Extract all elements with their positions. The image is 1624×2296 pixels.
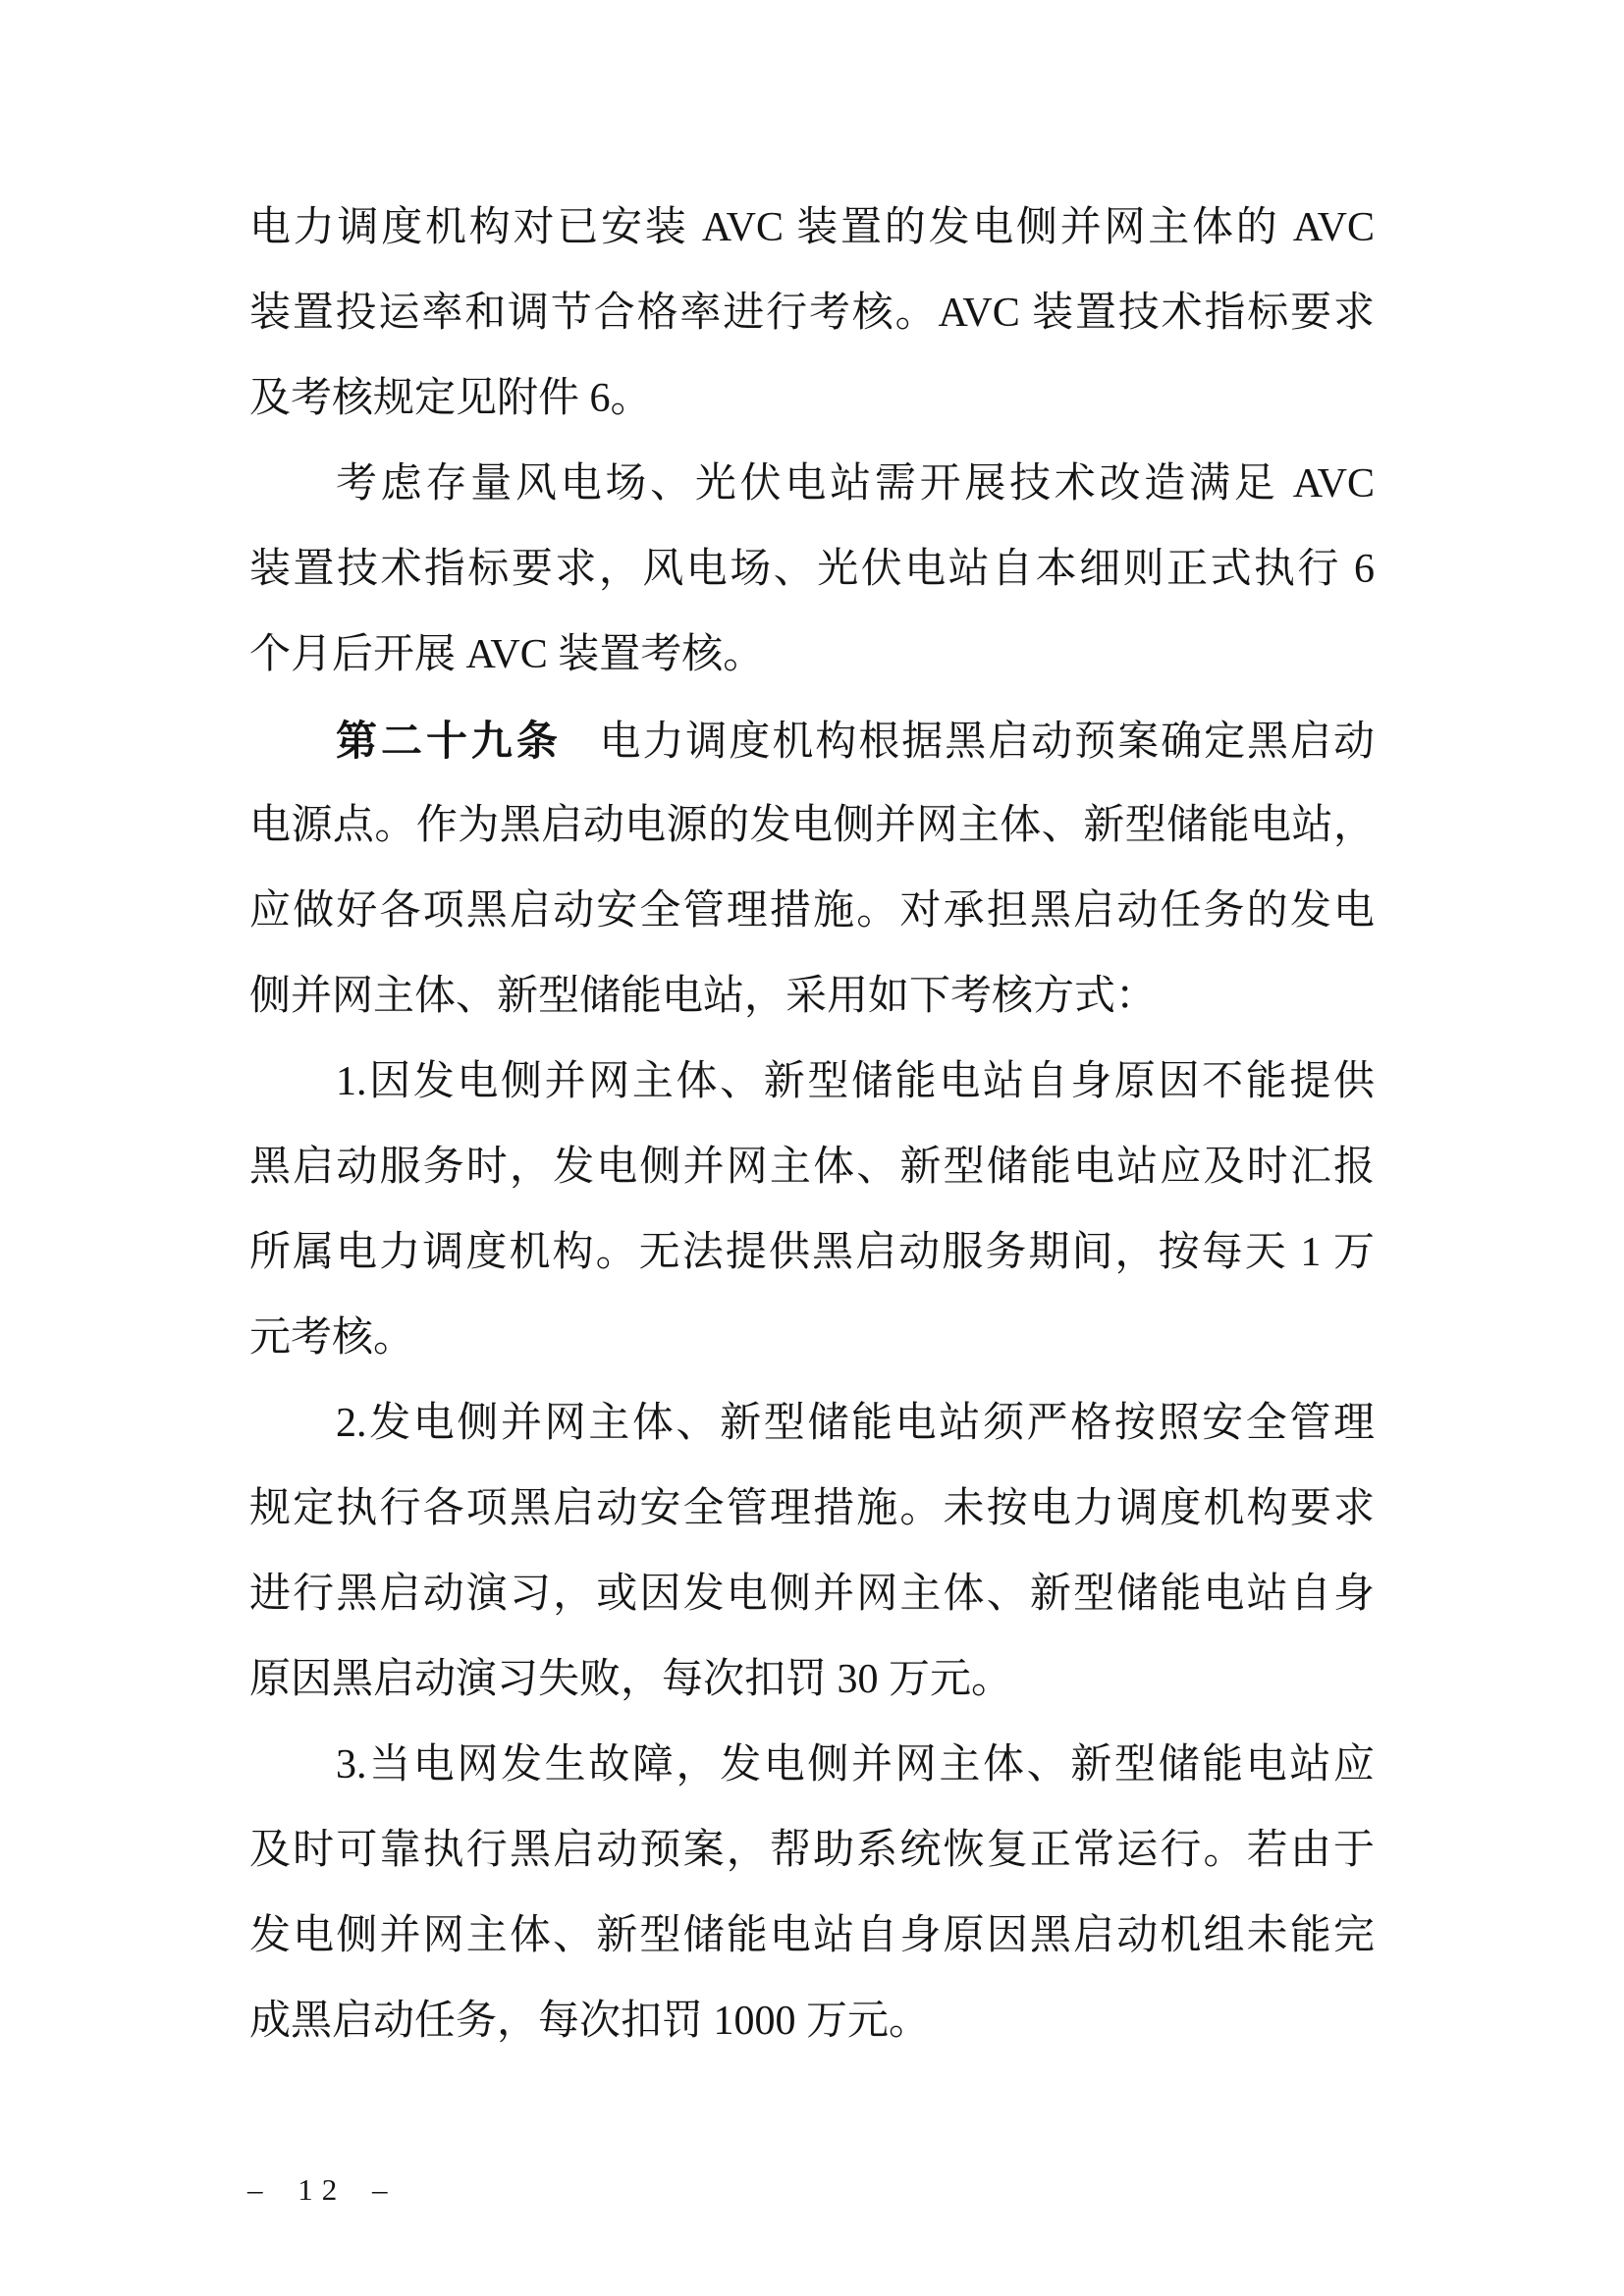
paragraph bbox=[249, 1723, 1375, 2064]
text-line: 及时可靠执行黑启动预案，帮助系统恢复正常运行。若由于 bbox=[249, 1828, 1375, 1873]
page-number: – 12 – bbox=[247, 2172, 397, 2207]
text-line: 电源点。作为黑启动电源的发电侧并网主体、新型储能电站， bbox=[249, 803, 1375, 848]
text-line: 2.发电侧并网主体、新型储能电站须严格按照安全管理 bbox=[336, 1401, 1375, 1446]
text-line: 应做好各项黑启动安全管理措施。对承担黑启动任务的发电 bbox=[249, 888, 1375, 934]
text-line: 元考核。 bbox=[249, 1315, 415, 1361]
text-line: 1.因发电侧并网主体、新型储能电站自身原因不能提供 bbox=[336, 1059, 1375, 1104]
text-line: 进行黑启动演习，或因发电侧并网主体、新型储能电站自身 bbox=[249, 1572, 1375, 1617]
text-line: 及考核规定见附件 6。 bbox=[249, 376, 652, 421]
paragraph bbox=[249, 1381, 1375, 1723]
paragraph bbox=[249, 698, 1375, 1040]
text-line: 规定执行各项黑启动安全管理措施。未按电力调度机构要求 bbox=[249, 1486, 1375, 1531]
text-line: 考虑存量风电场、光伏电站需开展技术改造满足 AVC bbox=[336, 461, 1375, 507]
text-line: 3.当电网发生故障，发电侧并网主体、新型储能电站应 bbox=[336, 1742, 1375, 1788]
text-line: 电力调度机构对已安装 AVC 装置的发电侧并网主体的 AVC bbox=[249, 205, 1375, 250]
paragraph bbox=[249, 186, 1375, 442]
document-body bbox=[249, 186, 1375, 2064]
text-line: 个月后开展 AVC 装置考核。 bbox=[249, 632, 765, 677]
text-line: 原因黑启动演习失败，每次扣罚 30 万元。 bbox=[249, 1657, 1013, 1702]
article-number-heading: 第二十九条 bbox=[336, 718, 562, 764]
paragraph bbox=[249, 442, 1375, 698]
text-line: 所属电力调度机构。无法提供黑启动服务期间，按每天 1 万 bbox=[249, 1230, 1375, 1275]
text-line: 第二十九条 电力调度机构根据黑启动预案确定黑启动 bbox=[336, 718, 1375, 765]
text-line: 黑启动服务时，发电侧并网主体、新型储能电站应及时汇报 bbox=[249, 1145, 1375, 1190]
text-line: 发电侧并网主体、新型储能电站自身原因黑启动机组未能完 bbox=[249, 1913, 1375, 1958]
paragraph bbox=[249, 1040, 1375, 1381]
text-line: 装置投运率和调节合格率进行考核。AVC 装置技术指标要求 bbox=[249, 291, 1375, 336]
text-line: 成黑启动任务，每次扣罚 1000 万元。 bbox=[249, 1999, 931, 2044]
text-line: 装置技术指标要求，风电场、光伏电站自本细则正式执行 6 bbox=[249, 547, 1375, 592]
text-line: 侧并网主体、新型储能电站，采用如下考核方式： bbox=[249, 974, 1158, 1019]
